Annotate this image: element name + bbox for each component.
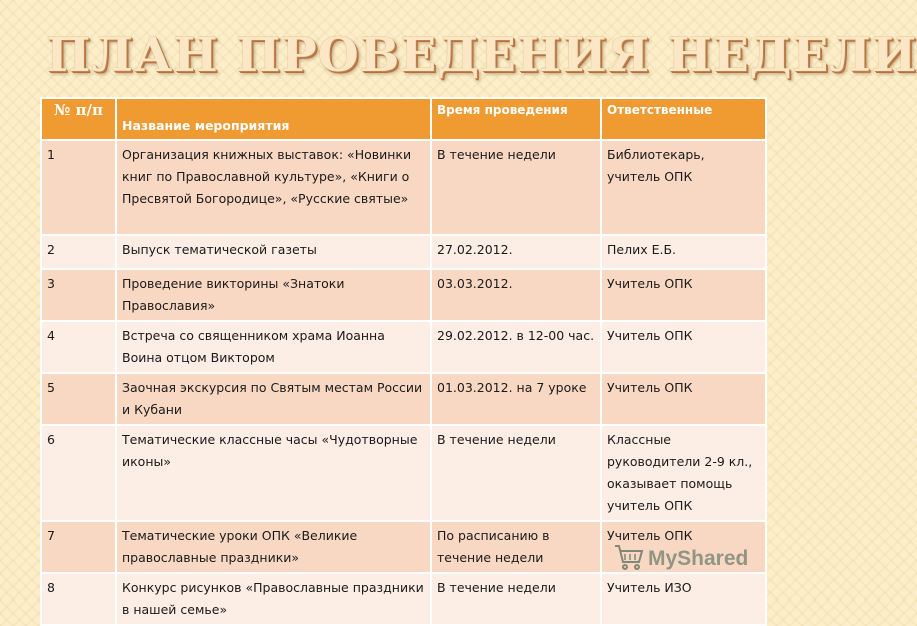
header-number: № п/п (41, 98, 116, 140)
row-number: 7 (41, 521, 116, 573)
event-responsible: Учитель ОПК (601, 321, 766, 373)
event-name: Тематические уроки ОПК «Великие православные праздники» (116, 521, 431, 573)
event-name: Встреча со священником храма Иоанна Воина отцом Виктором (116, 321, 431, 373)
row-number: 1 (41, 140, 116, 235)
event-time: 29.02.2012. в 12-00 час. (431, 321, 601, 373)
event-responsible: Учитель ОПК (601, 373, 766, 425)
table-row (41, 321, 766, 373)
table-row (41, 269, 766, 321)
table-row (41, 235, 766, 269)
row-number: 3 (41, 269, 116, 321)
event-responsible: Учитель ОПК (601, 269, 766, 321)
table-row (41, 140, 766, 235)
myshared-logo-icon (612, 540, 766, 574)
row-number: 6 (41, 425, 116, 521)
event-time: 27.02.2012. (431, 235, 601, 269)
event-responsible: Библиотекарь, учитель ОПК (601, 140, 766, 235)
event-name: Тематические классные часы «Чудотворные иконы» (116, 425, 431, 521)
event-time: В течение недели (431, 140, 601, 235)
event-name: Выпуск тематической газеты (116, 235, 431, 269)
header-time: Время проведения (431, 98, 601, 140)
table-row (41, 573, 766, 625)
event-name: Организация книжных выставок: «Новинки книг по Православной культуре», «Книги о Пресвятой Богородице», «Русские святые» (116, 140, 431, 235)
page-title: ПЛАН ПРОВЕДЕНИЯ НЕДЕЛИ (46, 28, 917, 83)
event-time: В течение недели (431, 573, 601, 625)
event-responsible: Пелих Е.Б. (601, 235, 766, 269)
myshared-watermark (612, 540, 766, 574)
watermark-text: MyShared (648, 547, 749, 570)
table-row (41, 425, 766, 521)
row-number: 8 (41, 573, 116, 625)
event-time: 01.03.2012. на 7 уроке (431, 373, 601, 425)
header-responsible: Ответственные (601, 98, 766, 140)
table-header-row (41, 98, 766, 140)
row-number: 5 (41, 373, 116, 425)
event-name: Конкурс рисунков «Православные праздники в нашей семье» (116, 573, 431, 625)
event-responsible: Классные руководители 2-9 кл., оказывает помощь учитель ОПК (601, 425, 766, 521)
event-time: 03.03.2012. (431, 269, 601, 321)
row-number: 4 (41, 321, 116, 373)
event-time: В течение недели (431, 425, 601, 521)
event-time: По расписанию в течение недели (431, 521, 601, 573)
header-event-name: Название мероприятия (116, 98, 431, 140)
event-responsible: Учитель ОПК (601, 521, 766, 573)
table-row (41, 373, 766, 425)
event-name: Заочная экскурсия по Святым местам России и Кубани (116, 373, 431, 425)
event-name: Проведение викторины «Знатоки Православия» (116, 269, 431, 321)
row-number: 2 (41, 235, 116, 269)
event-responsible: Учитель ИЗО (601, 573, 766, 625)
